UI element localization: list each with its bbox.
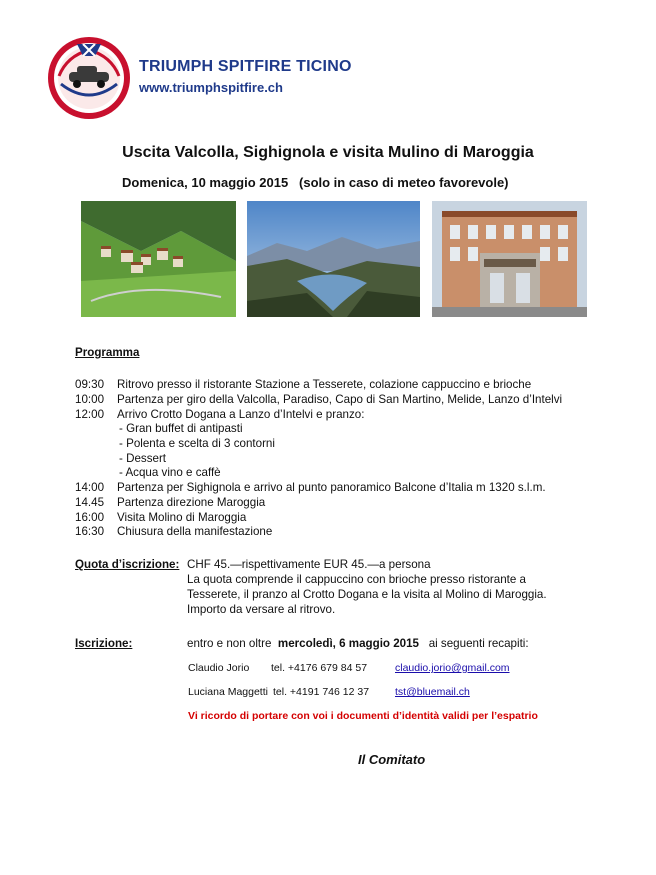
iscrizione-label: Iscrizione: — [75, 637, 133, 650]
quota-label: Quota d’iscrizione: — [75, 558, 180, 571]
schedule-row: 14.45 Partenza direzione Maroggia — [75, 496, 266, 509]
mountain-village-photo — [81, 201, 236, 317]
club-badge-logo — [47, 36, 131, 120]
quota-line: La quota comprende il cappuccino con brioche presso ristorante a — [187, 573, 526, 586]
lunch-item: - Polenta e scelta di 3 contorni — [119, 437, 275, 450]
lake-panorama-photo — [247, 201, 420, 317]
schedule-row: 10:00 Partenza per giro della Valcolla, Paradiso, Capo di San Martino, Melide, Lanzo d’Intelvi — [75, 393, 563, 406]
event-title: Uscita Valcolla, Sighignola e visita Mulino di Maroggia — [122, 144, 534, 161]
contact-name: Luciana Maggetti — [188, 686, 268, 698]
contact-email-link[interactable]: tst@bluemail.ch — [395, 686, 470, 698]
quota-line: Tesserete, il pranzo al Crotto Dogana e la visita al Molino di Maroggia. — [187, 588, 547, 601]
deadline-suffix: ai seguenti recapiti: — [428, 637, 529, 650]
contact-phone[interactable]: tel. +4191 746 12 37 — [273, 686, 370, 698]
deadline-date: mercoledì, 6 maggio 2015 — [277, 637, 420, 650]
quota-line: Importo da versare al ritrovo. — [187, 603, 336, 616]
id-document-notice: Vi ricordo di portare con voi i documenti d’identità validi per l’espatrio — [188, 710, 538, 722]
programma-heading: Programma — [75, 346, 140, 359]
brand-url[interactable]: www.triumphspitfire.ch — [139, 80, 283, 95]
event-date: Domenica, 10 maggio 2015 (solo in caso di meteo favorevole) — [122, 175, 509, 190]
lunch-item: - Acqua vino e caffè — [119, 466, 221, 479]
schedule-row: 16:30 Chiusura della manifestazione — [75, 525, 273, 538]
contact-phone[interactable]: tel. +4176 679 84 57 — [271, 662, 368, 674]
deadline-line — [187, 636, 529, 651]
contact-name: Claudio Jorio — [188, 662, 250, 674]
contact-email-link[interactable]: claudio.jorio@gmail.com — [395, 662, 510, 674]
schedule-row: 09:30 Ritrovo presso il ristorante Stazione a Tesserete, colazione cappuccino e brioche — [75, 378, 532, 391]
lunch-item: - Gran buffet di antipasti — [119, 422, 243, 435]
mill-building-photo — [432, 201, 587, 317]
signature: Il Comitato — [358, 752, 426, 767]
schedule-row: 14:00 Partenza per Sighignola e arrivo al punto panoramico Balcone d’Italia m 1320 s.l.m. — [75, 481, 546, 494]
schedule-row: 12:00 Arrivo Crotto Dogana a Lanzo d’Intelvi e pranzo: — [75, 408, 365, 421]
schedule-row: 16:00 Visita Molino di Maroggia — [75, 511, 247, 524]
quota-line: CHF 45.—rispettivamente EUR 45.—a persona — [187, 558, 431, 571]
brand-title: TRIUMPH SPITFIRE TICINO — [139, 58, 352, 75]
lunch-item: - Dessert — [119, 452, 167, 465]
deadline-prefix: entro e non oltre — [187, 637, 272, 650]
